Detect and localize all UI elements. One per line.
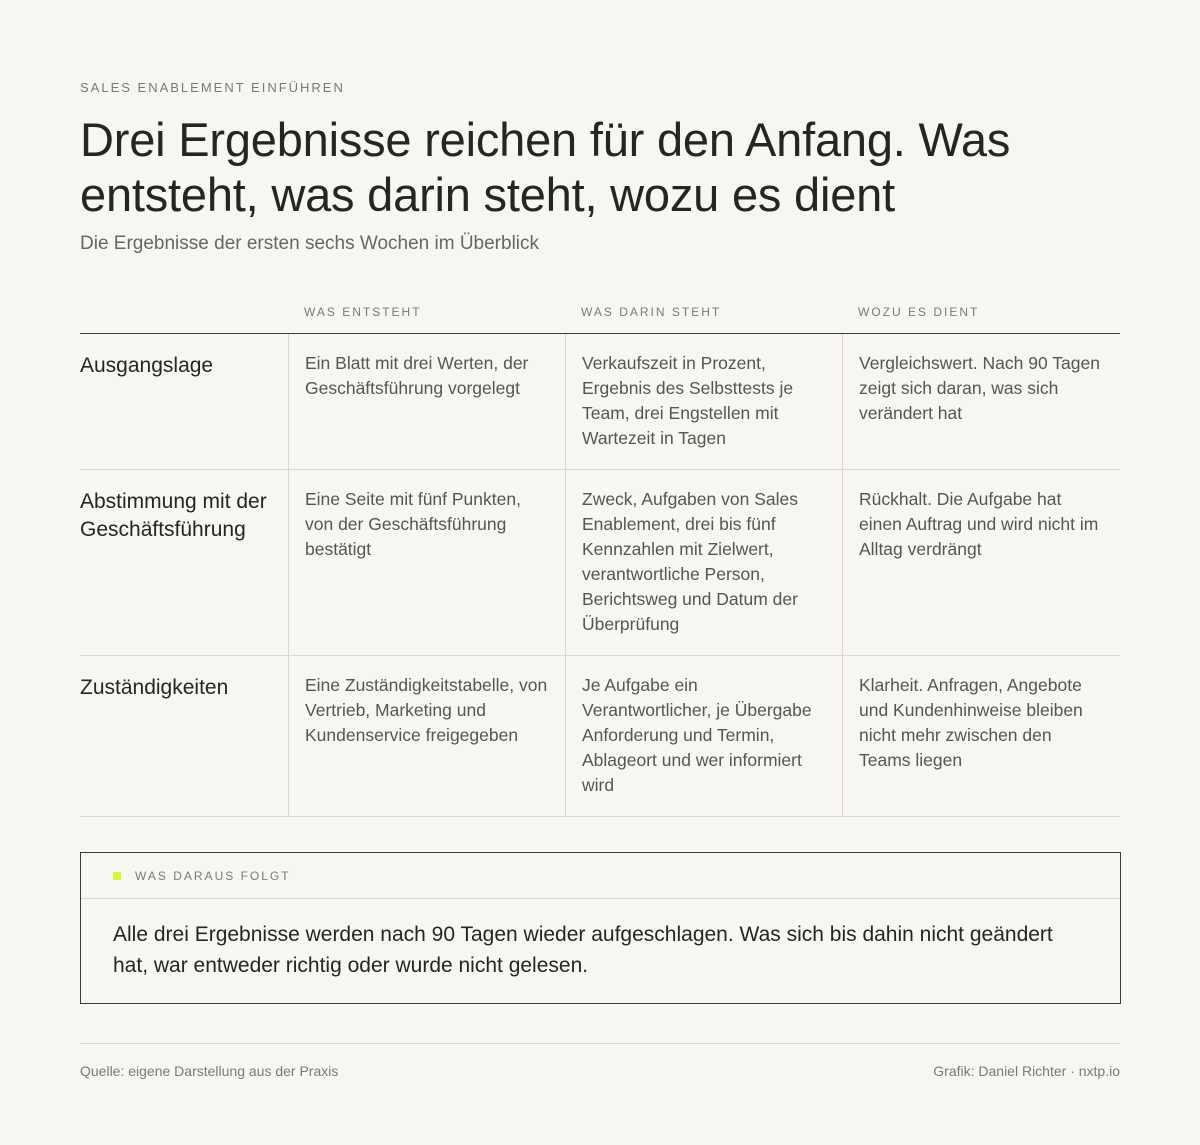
table-row [80,656,1120,817]
results-table [80,296,1120,817]
column-header-wozu-es-dient: WOZU ES DIENT [858,305,980,319]
cell-was-darin-steht: Verkaufszeit in Prozent, Ergebnis des Selbsttests je Team, drei Engstellen mit Wartezeit in Tagen [565,334,842,469]
callout-box [80,852,1121,1004]
eyebrow: SALES ENABLEMENT EINFÜHREN [80,80,345,95]
cell-wozu-es-dient: Klarheit. Anfragen, Angebote und Kundenhinweise bleiben nicht mehr zwischen den Teams liegen [842,656,1120,816]
row-label: Abstimmung mit der Geschäftsführung [80,490,267,541]
callout-header [81,853,1120,899]
column-header-was-darin-steht: WAS DARIN STEHT [581,305,722,319]
page-title: Drei Ergebnisse reichen für den Anfang. Was entsteht, was darin steht, wozu es dient [80,113,1011,221]
footer-divider [80,1043,1120,1044]
table-row [80,334,1120,470]
footer-credit: Grafik: Daniel Richter · nxtp.io [933,1063,1120,1079]
page-subtitle: Die Ergebnisse der ersten sechs Wochen im Überblick [80,233,540,254]
table-row [80,470,1120,656]
accent-square-icon [113,872,121,880]
cell-was-darin-steht: Zweck, Aufgaben von Sales Enablement, drei bis fünf Kennzahlen mit Zielwert, verantwortliche Person, Berichtsweg und Datum der Überprüfung [565,470,842,655]
cell-wozu-es-dient: Rückhalt. Die Aufgabe hat einen Auftrag und wird nicht im Alltag verdrängt [842,470,1120,655]
cell-was-entsteht: Eine Zuständigkeitstabelle, von Vertrieb, Marketing und Kundenservice freigegeben [288,656,565,816]
row-label: Ausgangslage [80,354,214,377]
cell-was-darin-steht: Je Aufgabe ein Verantwortlicher, je Übergabe Anforderung und Termin, Ablageort und wer informiert wird [565,656,842,816]
cell-was-entsteht: Ein Blatt mit drei Werten, der Geschäftsführung vorgelegt [288,334,565,469]
callout-label: WAS DARAUS FOLGT [135,868,291,883]
callout-text: Alle drei Ergebnisse werden nach 90 Tagen wieder aufgeschlagen. Was sich bis dahin nicht geändert hat, war entweder richtig oder wurde nicht gelesen. [113,923,1053,977]
column-header-label [80,296,288,333]
row-label: Zuständigkeiten [80,676,229,699]
column-header-was-entsteht: WAS ENTSTEHT [304,305,422,319]
footer-source: Quelle: eigene Darstellung aus der Praxis [80,1063,339,1079]
cell-was-entsteht: Eine Seite mit fünf Punkten, von der Geschäftsführung bestätigt [288,470,565,655]
cell-wozu-es-dient: Vergleichswert. Nach 90 Tagen zeigt sich daran, was sich verändert hat [842,334,1120,469]
table-header [80,296,1120,334]
